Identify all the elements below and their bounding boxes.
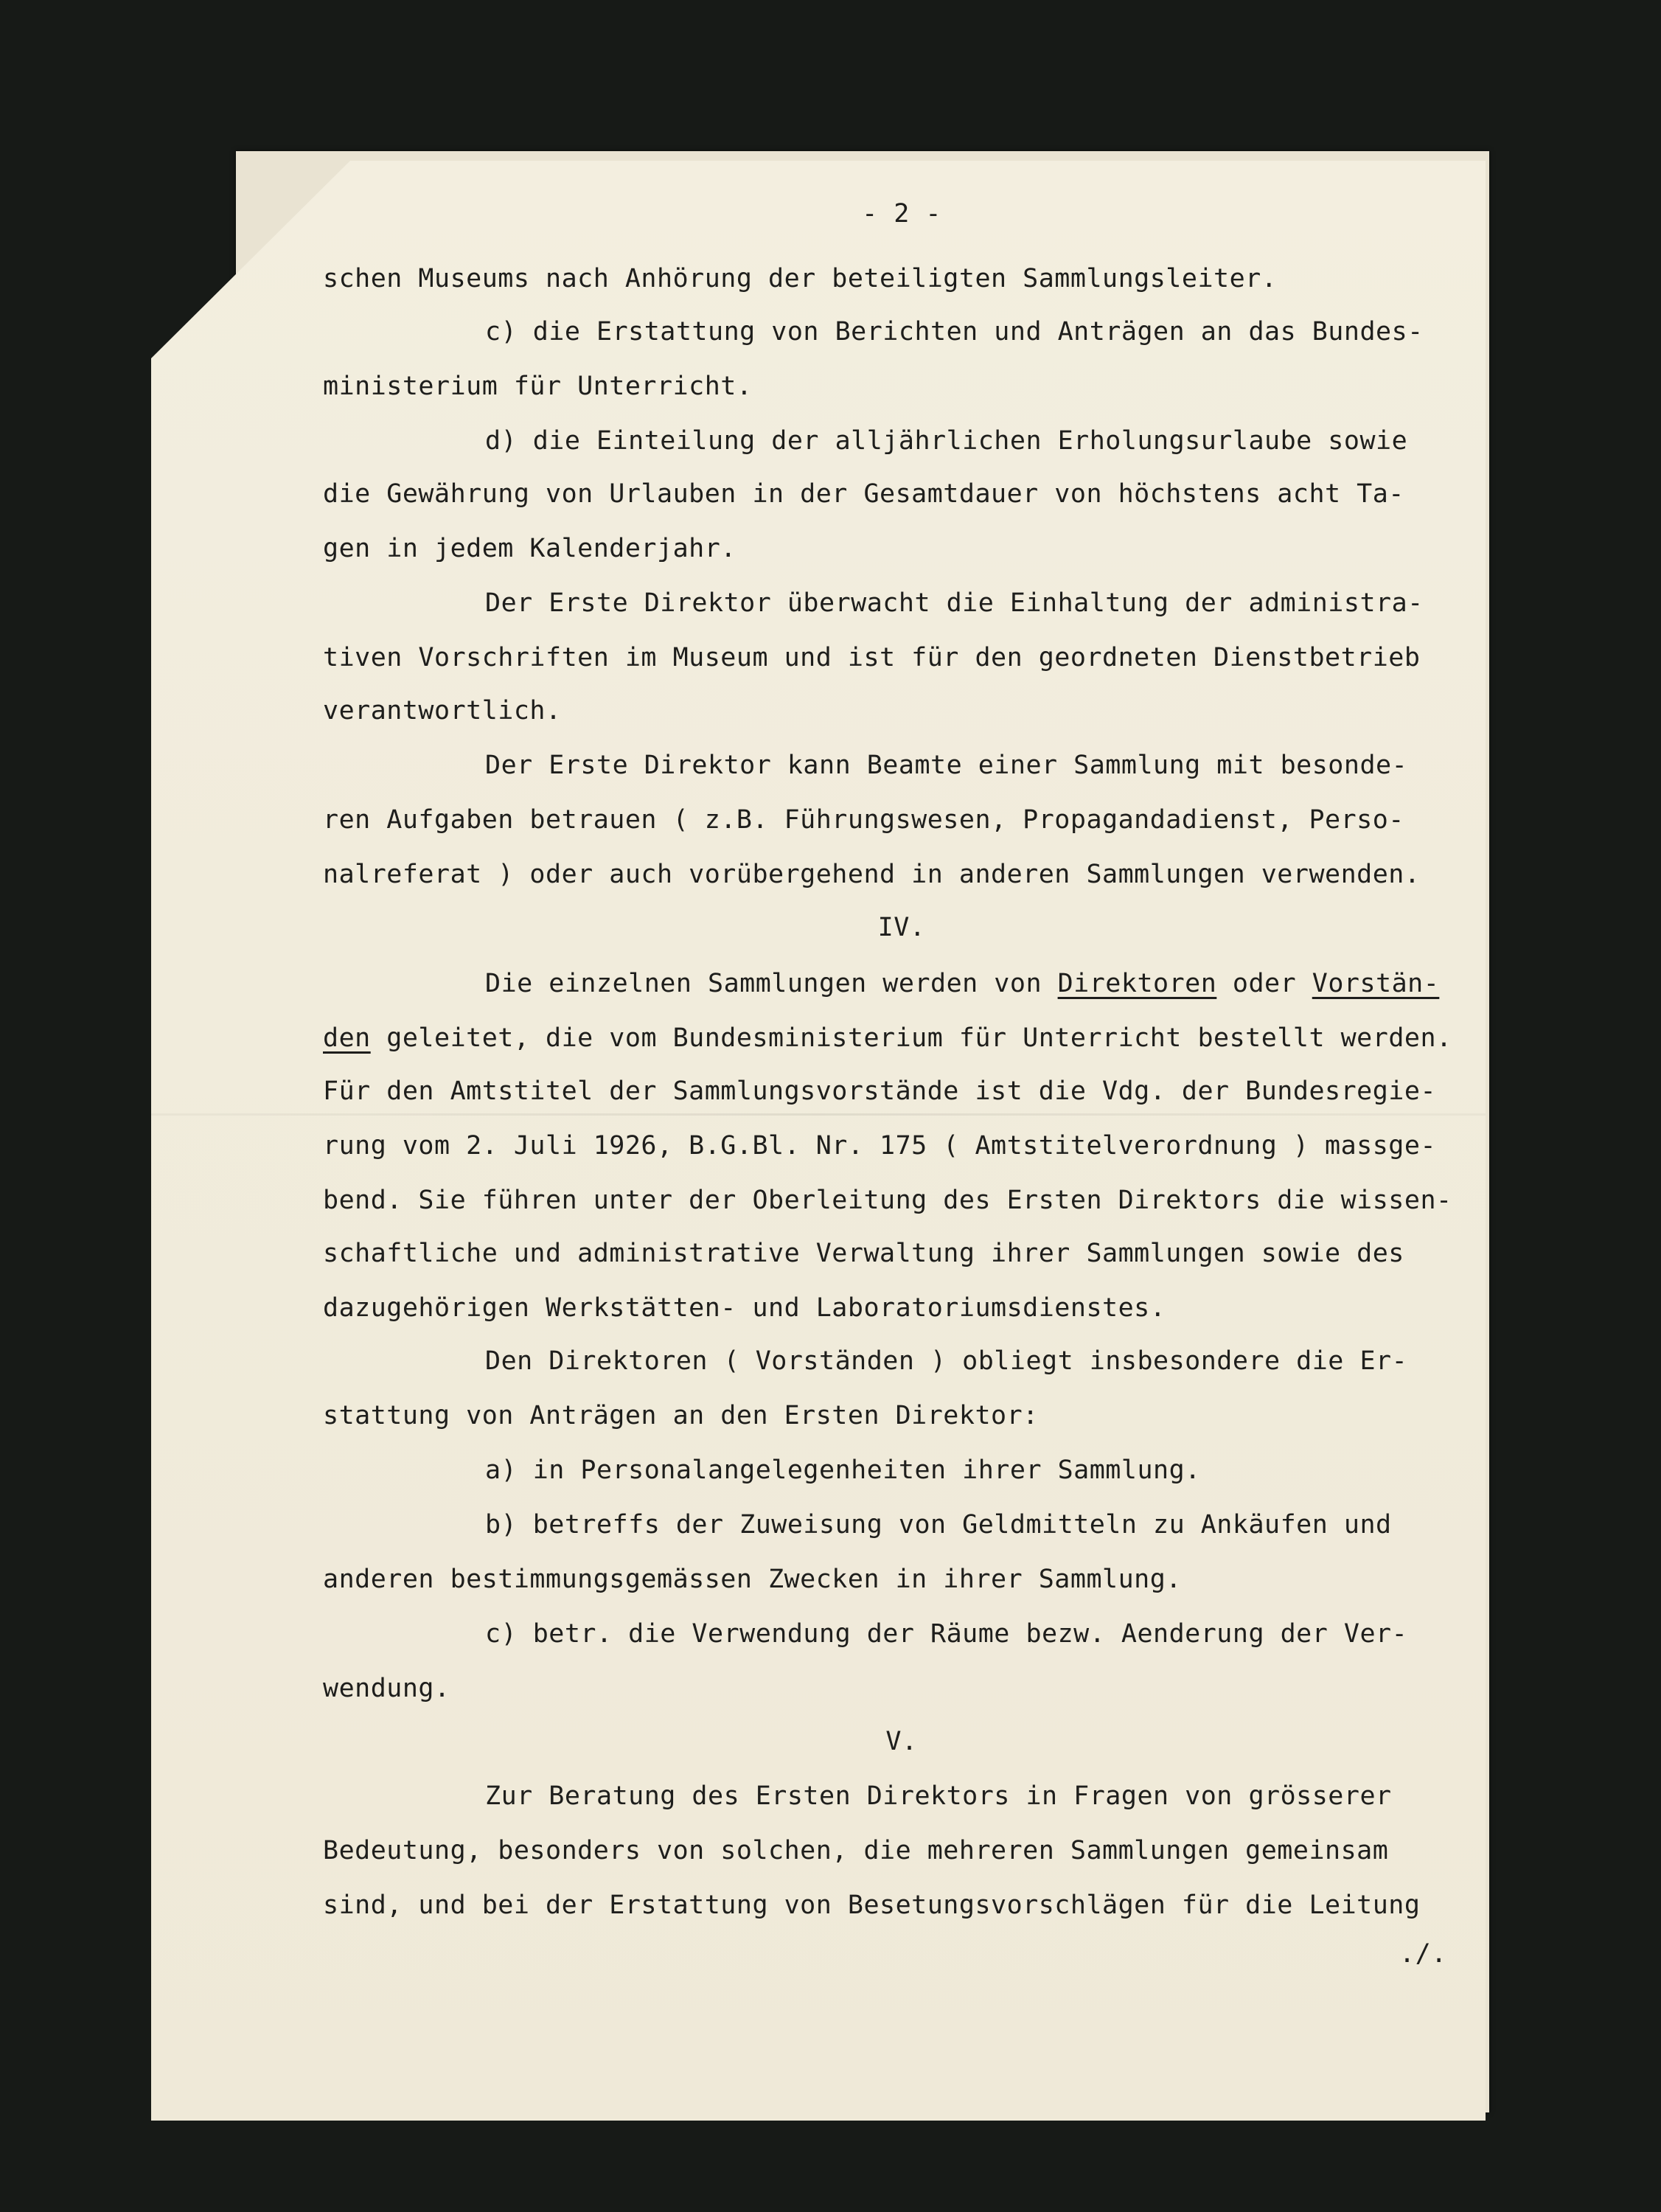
section-heading-v: V. bbox=[885, 1727, 918, 1756]
text-line: wendung. bbox=[323, 1674, 450, 1703]
text-line: den geleitet, die vom Bundesministerium für Unterricht bestellt werden. bbox=[323, 1023, 1452, 1053]
text-line: anderen bestimmungsgemässen Zwecken in ihrer Sammlung. bbox=[323, 1565, 1182, 1594]
text-line: sind, und bei der Erstattung von Besetungsvorschlägen für die Leitung bbox=[323, 1891, 1421, 1920]
text-line: c) betr. die Verwendung der Räume bezw. Aenderung der Ver- bbox=[485, 1619, 1408, 1649]
text-line: stattung von Anträgen an den Ersten Direktor: bbox=[323, 1401, 1039, 1430]
text-line: die Gewährung von Urlauben in der Gesamtdauer von höchstens acht Ta- bbox=[323, 479, 1404, 509]
text-line: tiven Vorschriften im Museum und ist für den geordneten Dienstbetrieb bbox=[323, 643, 1421, 672]
text-line: c) die Erstattung von Berichten und Anträgen an das Bundes- bbox=[485, 317, 1424, 347]
section-heading-iv: IV. bbox=[877, 913, 926, 942]
paper-fold bbox=[151, 1113, 1486, 1116]
text-line: a) in Personalangelegenheiten ihrer Sammlung. bbox=[485, 1455, 1201, 1485]
text-line: Die einzelnen Sammlungen werden von Direktoren oder Vorstän- bbox=[485, 969, 1440, 998]
text-line: ministerium für Unterricht. bbox=[323, 372, 753, 401]
text-line: b) betreffs der Zuweisung von Geldmitteln zu Ankäufen und bbox=[485, 1510, 1392, 1540]
text-line: dazugehörigen Werkstätten- und Laboratoriumsdienstes. bbox=[323, 1293, 1166, 1323]
underlined-word: Direktoren bbox=[1057, 969, 1217, 998]
text-line: Für den Amtstitel der Sammlungsvorstände ist die Vdg. der Bundesregie- bbox=[323, 1077, 1437, 1106]
text-line: verantwortlich. bbox=[323, 696, 562, 726]
underlined-word: den bbox=[323, 1023, 371, 1053]
continuation-mark: ./. bbox=[1399, 1939, 1447, 1969]
text-line: gen in jedem Kalenderjahr. bbox=[323, 534, 737, 563]
text-line: Der Erste Direktor überwacht die Einhaltung der administra- bbox=[485, 588, 1424, 618]
text-line: schen Museums nach Anhörung der beteiligten Sammlungsleiter. bbox=[323, 264, 1278, 293]
text-line: Bedeutung, besonders von solchen, die mehreren Sammlungen gemeinsam bbox=[323, 1836, 1389, 1865]
text-line: Der Erste Direktor kann Beamte einer Sammlung mit besonde- bbox=[485, 751, 1408, 780]
text-line: rung vom 2. Juli 1926, B.G.Bl. Nr. 175 ( Amtstitelverordnung ) massge- bbox=[323, 1131, 1437, 1161]
page-number: - 2 - bbox=[862, 199, 941, 229]
text-line: bend. Sie führen unter der Oberleitung des Ersten Direktors die wissen- bbox=[323, 1186, 1452, 1215]
text-line: Den Direktoren ( Vorständen ) obliegt insbesondere die Er- bbox=[485, 1346, 1408, 1376]
text-line: nalreferat ) oder auch vorübergehend in anderen Sammlungen verwenden. bbox=[323, 860, 1421, 889]
text-line: d) die Einteilung der alljährlichen Erholungsurlaube sowie bbox=[485, 426, 1408, 456]
text-line: Zur Beratung des Ersten Direktors in Fragen von grösserer bbox=[485, 1781, 1392, 1811]
text-line: ren Aufgaben betrauen ( z.B. Führungswesen, Propagandadienst, Perso- bbox=[323, 805, 1404, 835]
underlined-word: Vorstän- bbox=[1312, 969, 1440, 998]
text-line: schaftliche und administrative Verwaltung ihrer Sammlungen sowie des bbox=[323, 1239, 1404, 1268]
